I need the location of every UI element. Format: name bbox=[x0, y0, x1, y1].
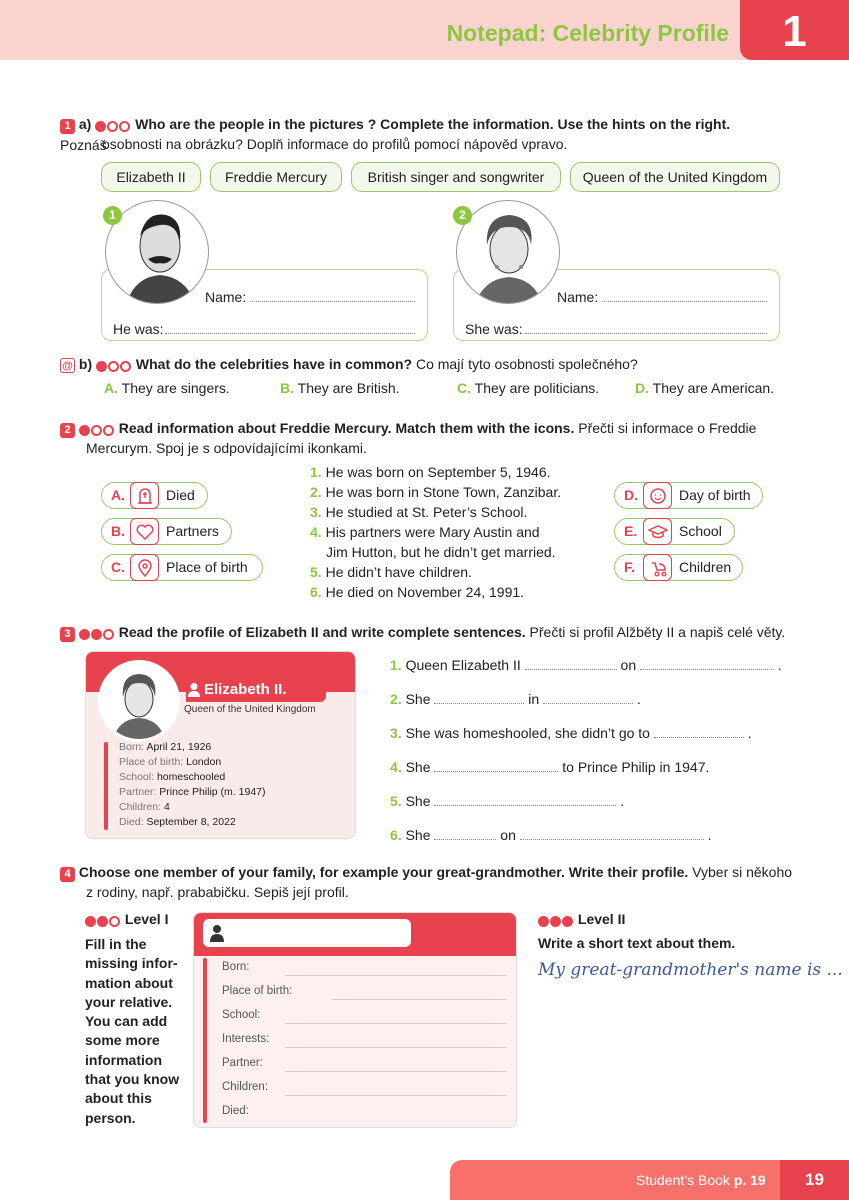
card-subtitle: Queen of the United Kingdom bbox=[184, 704, 316, 715]
she-was-label: She was: bbox=[465, 321, 523, 337]
level2-heading: Level II bbox=[538, 911, 625, 928]
field-partner[interactable]: Partner: bbox=[222, 1057, 507, 1069]
answer-blank[interactable] bbox=[434, 690, 524, 704]
sentence-4: 4. She to Prince Philip in 1947. bbox=[390, 759, 710, 775]
he-was-input[interactable] bbox=[165, 320, 415, 334]
card-row-died: Died: September 8, 2022 bbox=[119, 816, 236, 828]
name-input-2[interactable] bbox=[602, 288, 767, 302]
relative-name-input[interactable] bbox=[203, 919, 411, 947]
card-row-place: Place of birth: London bbox=[119, 756, 222, 768]
difficulty-dots-icon bbox=[95, 115, 131, 135]
list-item: 4. His partners were Mary Austin and bbox=[310, 524, 540, 540]
ex1-number: 1 bbox=[60, 119, 75, 134]
icon-choice-d[interactable]: D. Day of birth bbox=[614, 482, 763, 509]
ex1a-english: Who are the people in the pictures ? Complete the information. Use the hints on the right. bbox=[135, 116, 731, 132]
answer-blank[interactable] bbox=[434, 758, 558, 772]
answer-blank[interactable] bbox=[434, 792, 616, 806]
sentence-2: 2. She in . bbox=[390, 691, 641, 707]
ex2-czech-1: Přečti si informace o Freddie bbox=[578, 420, 757, 436]
ex3-czech: Přečti si profil Alžběty II a napiš celé věty. bbox=[529, 624, 786, 640]
heart-icon bbox=[130, 518, 159, 545]
hint-pill: British singer and songwriter bbox=[351, 162, 561, 192]
card-accent-bar bbox=[203, 958, 207, 1123]
page-title: Notepad: Celebrity Profile bbox=[446, 20, 729, 46]
ex2-instruction bbox=[60, 418, 780, 439]
card-row-school: School: homeschooled bbox=[119, 771, 226, 783]
field-children[interactable]: Children: bbox=[222, 1081, 507, 1093]
name-label: Name: bbox=[205, 289, 247, 305]
location-pin-icon bbox=[130, 554, 159, 581]
field-born[interactable]: Born: bbox=[222, 961, 507, 973]
ex3-english: Read the profile of Elizabeth II and write complete sentences. bbox=[118, 624, 526, 640]
difficulty-dots-icon bbox=[85, 912, 121, 928]
graduation-cap-icon bbox=[643, 518, 672, 545]
card-row-born: Born: April 21, 1926 bbox=[119, 741, 212, 753]
level2-text: Write a short text about them. bbox=[538, 935, 736, 951]
level1-heading: Level I bbox=[85, 911, 168, 928]
list-item: 1. He was born on September 5, 1946. bbox=[310, 464, 551, 480]
option-d[interactable]: D. They are American. bbox=[635, 380, 775, 396]
ex3-instruction bbox=[60, 622, 800, 643]
answer-blank[interactable] bbox=[434, 826, 496, 840]
person-icon bbox=[210, 924, 224, 942]
icon-choice-b[interactable]: B. Partners bbox=[101, 518, 232, 545]
ex2-english: Read information about Freddie Mercury. Match them with the icons. bbox=[118, 420, 575, 436]
ex4-czech-1: Vyber si někoho bbox=[692, 864, 793, 880]
ex1a-czech-2: osobnosti na obrázku? Doplň informace do profilů pomocí nápověd vpravo. bbox=[102, 136, 568, 152]
sentence-6: 6. She on . bbox=[390, 827, 712, 843]
person-icon bbox=[187, 682, 201, 698]
unit-number: 1 bbox=[740, 0, 849, 60]
list-item: Jim Hutton, but he didn’t get married. bbox=[326, 544, 556, 560]
ex4-english: Choose one member of your family, for example your great-grandmother. Write their profile. bbox=[78, 864, 689, 880]
hint-pill: Queen of the United Kingdom bbox=[570, 162, 780, 192]
option-b[interactable]: B. They are British. bbox=[280, 380, 400, 396]
ex2-number: 2 bbox=[60, 423, 75, 438]
baby-face-icon bbox=[643, 482, 672, 509]
elizabeth-profile-card bbox=[85, 651, 356, 839]
field-place-of-birth[interactable]: Place of birth: bbox=[222, 985, 507, 997]
difficulty-dots-icon bbox=[79, 419, 115, 439]
ex1b-czech: Co mají tyto osobnosti společného? bbox=[415, 356, 638, 372]
difficulty-dots-icon bbox=[96, 355, 132, 375]
option-a[interactable]: A. They are singers. bbox=[104, 380, 230, 396]
list-item: 3. He studied at St. Peter’s School. bbox=[310, 504, 528, 520]
at-sign-icon: @ bbox=[60, 358, 75, 373]
sentence-1: 1. Queen Elizabeth II on . bbox=[390, 657, 782, 673]
book-reference: Student’s Book p. 19 bbox=[636, 1172, 766, 1188]
name-label: Name: bbox=[557, 289, 599, 305]
badge-1: 1 bbox=[103, 206, 122, 225]
ex1b-label: b) bbox=[78, 356, 93, 372]
grave-icon bbox=[130, 482, 159, 509]
sentence-3: 3. She was homeshooled, she didn’t go to . bbox=[390, 725, 752, 741]
ex1b-instruction bbox=[60, 354, 780, 375]
ex4-czech-2: z rodiny, např. prababičku. Sepiš její profil. bbox=[86, 884, 349, 900]
answer-blank[interactable] bbox=[525, 656, 617, 670]
page-number: 19 bbox=[780, 1160, 849, 1200]
family-profile-card bbox=[193, 912, 517, 1128]
icon-choice-c[interactable]: C. Place of birth bbox=[101, 554, 263, 581]
ex4-instruction bbox=[60, 862, 800, 882]
field-died[interactable]: Died: bbox=[222, 1105, 249, 1117]
he-was-label: He was: bbox=[113, 321, 164, 337]
hint-pill: Freddie Mercury bbox=[210, 162, 342, 192]
ex2-czech-2: Mercurym. Spoj je s odpovídajícími ikonkami. bbox=[86, 440, 367, 456]
ex1a-label: a) bbox=[78, 116, 92, 132]
icon-choice-f[interactable]: F. Children bbox=[614, 554, 743, 581]
ex4-number: 4 bbox=[60, 867, 75, 882]
she-was-input[interactable] bbox=[525, 320, 767, 334]
ex1a-czech-1: Poznáš bbox=[60, 137, 107, 154]
card-row-partner: Partner: Prince Philip (m. 1947) bbox=[119, 786, 266, 798]
field-school[interactable]: School: bbox=[222, 1009, 507, 1021]
level1-text: Fill in the missing infor- mation about your relative. You can add some more information that you know about this person. bbox=[85, 936, 180, 1126]
answer-blank[interactable] bbox=[640, 656, 774, 670]
answer-blank[interactable] bbox=[543, 690, 633, 704]
sentence-5: 5. She . bbox=[390, 793, 625, 809]
elizabeth-small-portrait-icon bbox=[98, 660, 180, 742]
pram-icon bbox=[643, 554, 672, 581]
list-item: 6. He died on November 24, 1991. bbox=[310, 584, 525, 600]
list-item: 2. He was born in Stone Town, Zanzibar. bbox=[310, 484, 562, 500]
answer-blank[interactable] bbox=[654, 724, 744, 738]
ex3-number: 3 bbox=[60, 627, 75, 642]
name-input-1[interactable] bbox=[250, 288, 415, 302]
badge-2: 2 bbox=[453, 206, 472, 225]
answer-blank[interactable] bbox=[520, 826, 704, 840]
card-name: Elizabeth II. bbox=[186, 678, 326, 702]
icon-choice-e[interactable]: E. School bbox=[614, 518, 735, 545]
icon-choice-a[interactable]: A. Died bbox=[101, 482, 208, 509]
hint-pill: Elizabeth II bbox=[101, 162, 201, 192]
list-item: 5. He didn’t have children. bbox=[310, 564, 472, 580]
freddie-facts-list bbox=[310, 462, 610, 602]
card-accent-bar bbox=[104, 742, 108, 830]
option-c[interactable]: C. They are politicians. bbox=[457, 380, 600, 396]
ex1b-english: What do the celebrities have in common? bbox=[135, 356, 413, 372]
difficulty-dots-icon bbox=[538, 912, 574, 928]
field-interests[interactable]: Interests: bbox=[222, 1033, 507, 1045]
difficulty-dots-icon bbox=[79, 623, 115, 643]
card-row-children: Children: 4 bbox=[119, 801, 170, 813]
handwriting-sample[interactable]: My great-grandmother's name is ... bbox=[538, 960, 843, 980]
